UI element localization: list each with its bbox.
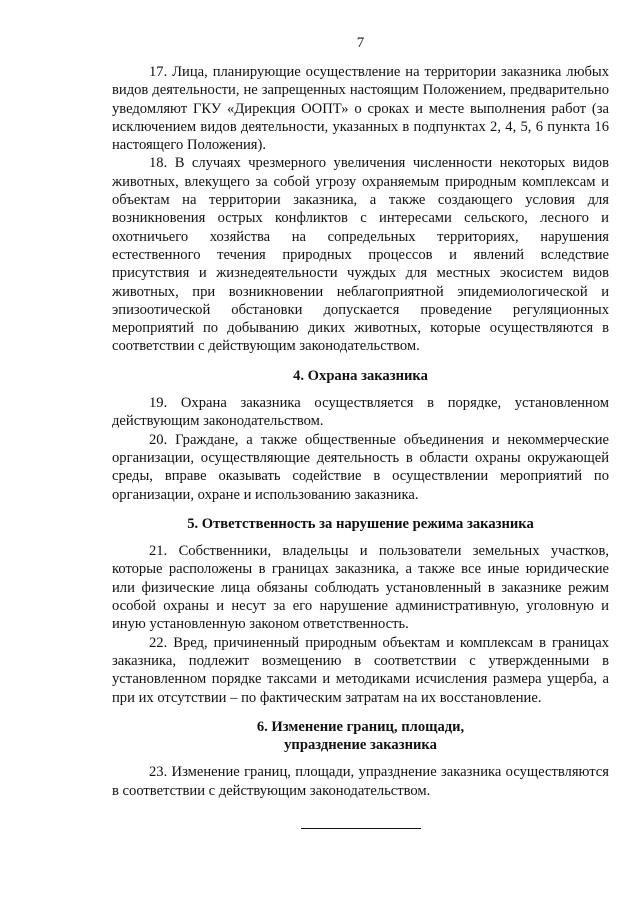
section-heading-5: 5. Ответственность за нарушение режима заказника <box>187 515 534 532</box>
paragraph-19: 19. Охрана заказника осуществляется в порядке, установленном действующим законодательством. <box>112 395 609 430</box>
paragraph-23: 23. Изменение границ, площади, упразднение заказника осуществляются в соответствии с действующим законодательством. <box>112 764 609 799</box>
section-heading-6-line2: упразднение заказника <box>284 737 437 754</box>
section-heading-4: 4. Охрана заказника <box>293 367 428 384</box>
document-page <box>112 34 609 829</box>
paragraph-20: 20. Граждане, а также общественные объединения и некоммерческие организации, осуществляющие деятельность в области охраны окружающей среды, вправе оказывать содействие в осуществлении мероприятий по организации, охране и использованию заказника. <box>112 431 609 503</box>
paragraph-21: 21. Собственники, владельцы и пользователи земельных участков, которые расположены в границах заказника, а также все иные юридические или физические лица обязаны соблюдать установленный в заказнике режим особой охраны и несут за его нарушение административную, уголовную и иную установленную законом ответственность. <box>112 543 609 633</box>
section-heading-6-line1: 6. Изменение границ, площади, <box>256 718 465 735</box>
section-heading-6 <box>112 718 609 755</box>
page-number: 7 <box>356 35 365 51</box>
paragraph-22: 22. Вред, причиненный природным объектам и комплексам в границах заказника, подлежит возмещению в соответствии с утвержденными в установленном порядке таксами и методиками исчисления размера ущерба, а при их отсутствии – по фактическим затратам на их восстановление. <box>112 634 609 706</box>
end-divider-line <box>301 828 421 829</box>
paragraph-18: 18. В случаях чрезмерного увеличения численности некоторых видов животных, влекущего за собой угрозу охраняемым природным комплексам и объектам на территории заказника, а также создающего условия для возникновения острых конфликтов с интересами сельского, лесного и охотничьего хозяйства на сопредельных территориях, нарушения естественного течения природных процессов и явлений вследствие присутствия и жизнедеятельности чуждых для местных экосистем видов животных, при возникновении неблагоприятной эпидемиологической и эпизоотической обстановки допускается проведение регуляционных мероприятий по добыванию диких животных, которые осуществляются в соответствии с действующим законодательством. <box>112 155 609 355</box>
paragraph-17: 17. Лица, планирующие осуществление на территории заказника любых видов деятельности, не запрещенных настоящим Положением, предварительно уведомляют ГКУ «Дирекция ООПТ» о сроках и месте выполнения работ (за исключением видов деятельности, указанных в подпунктах 2, 4, 5, 6 пункта 16 настоящего Положения). <box>112 64 609 154</box>
